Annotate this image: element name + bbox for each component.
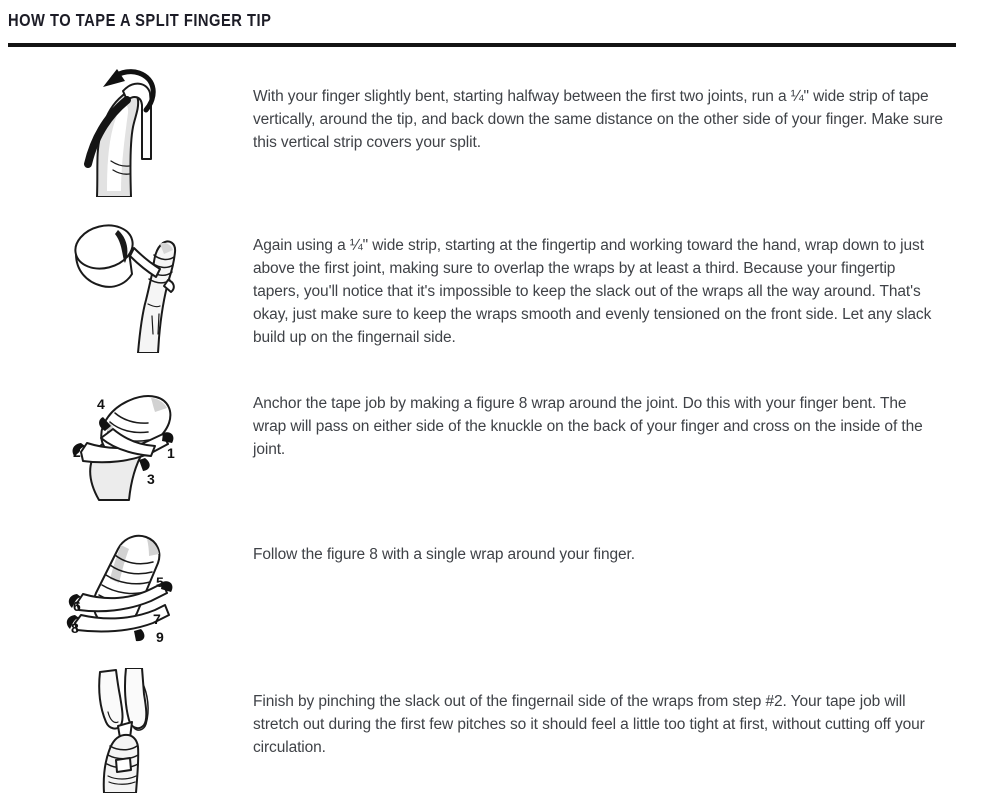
step-row-5 (8, 666, 958, 801)
wrap-step-number: 4 (97, 396, 105, 412)
figure-8-wrap-illustration (63, 386, 183, 506)
step-row-1 (8, 63, 958, 201)
vertical-strip-finger-illustration (73, 65, 173, 197)
wrap-step-number: 3 (147, 471, 155, 487)
step-3-text: Anchor the tape job by making a figure 8 wrap around the joint. Do this with your finger bent. The wrap will pass on either side of the knuckle on the back of your finger and cross on the inside of the joint. (253, 395, 923, 458)
step-1-figure (8, 63, 238, 201)
step-4-text: Follow the figure 8 with a single wrap around your finger. (253, 546, 635, 563)
pinching-index-finger (125, 668, 146, 728)
tape-tab (116, 758, 131, 772)
step-3-figure (8, 384, 238, 506)
step-2-text: Again using a ¼" wide strip, starting at the fingertip and working toward the hand, wrap down to just above the first joint, making sure to overlap the wraps by at least a third. Because your fingertip tapers, you'll notice that it's impossible to keep the slack out of the wraps all the way around. That's okay, just make sure to keep the wraps smooth and evenly tensioned on the front side. Let any slack build up on the fingernail side. (253, 237, 932, 346)
wrap-step-number: 9 (156, 629, 164, 645)
single-wrap-illustration (63, 531, 183, 651)
wrap-step-number: 6 (73, 598, 81, 614)
step-row-4 (8, 529, 958, 656)
pinch-slack-illustration (78, 668, 168, 793)
step-2-figure (8, 206, 238, 366)
tape-roll-wrap-illustration (68, 208, 178, 353)
page-title: HOW TO TAPE A SPLIT FINGER TIP (8, 10, 272, 30)
wrap-step-number: 8 (71, 620, 79, 636)
band-end-flare (134, 629, 144, 641)
step-row-2 (8, 206, 958, 366)
band-end-flare (139, 458, 150, 471)
wrap-step-number: 1 (167, 445, 175, 461)
wrap-step-number: 2 (73, 444, 81, 460)
step-4-figure (8, 529, 238, 656)
wrap-step-number: 7 (153, 611, 161, 627)
title-divider (8, 43, 956, 47)
step-5-text: Finish by pinching the slack out of the fingernail side of the wraps from step #2. Your tape job will stretch out during the first few pitches so it should feel a little too tight at first, without cutting off your circulation. (253, 693, 925, 756)
step-5-figure (8, 666, 238, 801)
step-1-text: With your finger slightly bent, starting halfway between the first two joints, run a ¼" wide strip of tape vertically, around the tip, and back down the same distance on the other side of your finger. Make sure this vertical strip covers your split. (253, 88, 943, 151)
step-row-3 (8, 384, 958, 506)
wrap-step-number: 5 (156, 574, 164, 590)
